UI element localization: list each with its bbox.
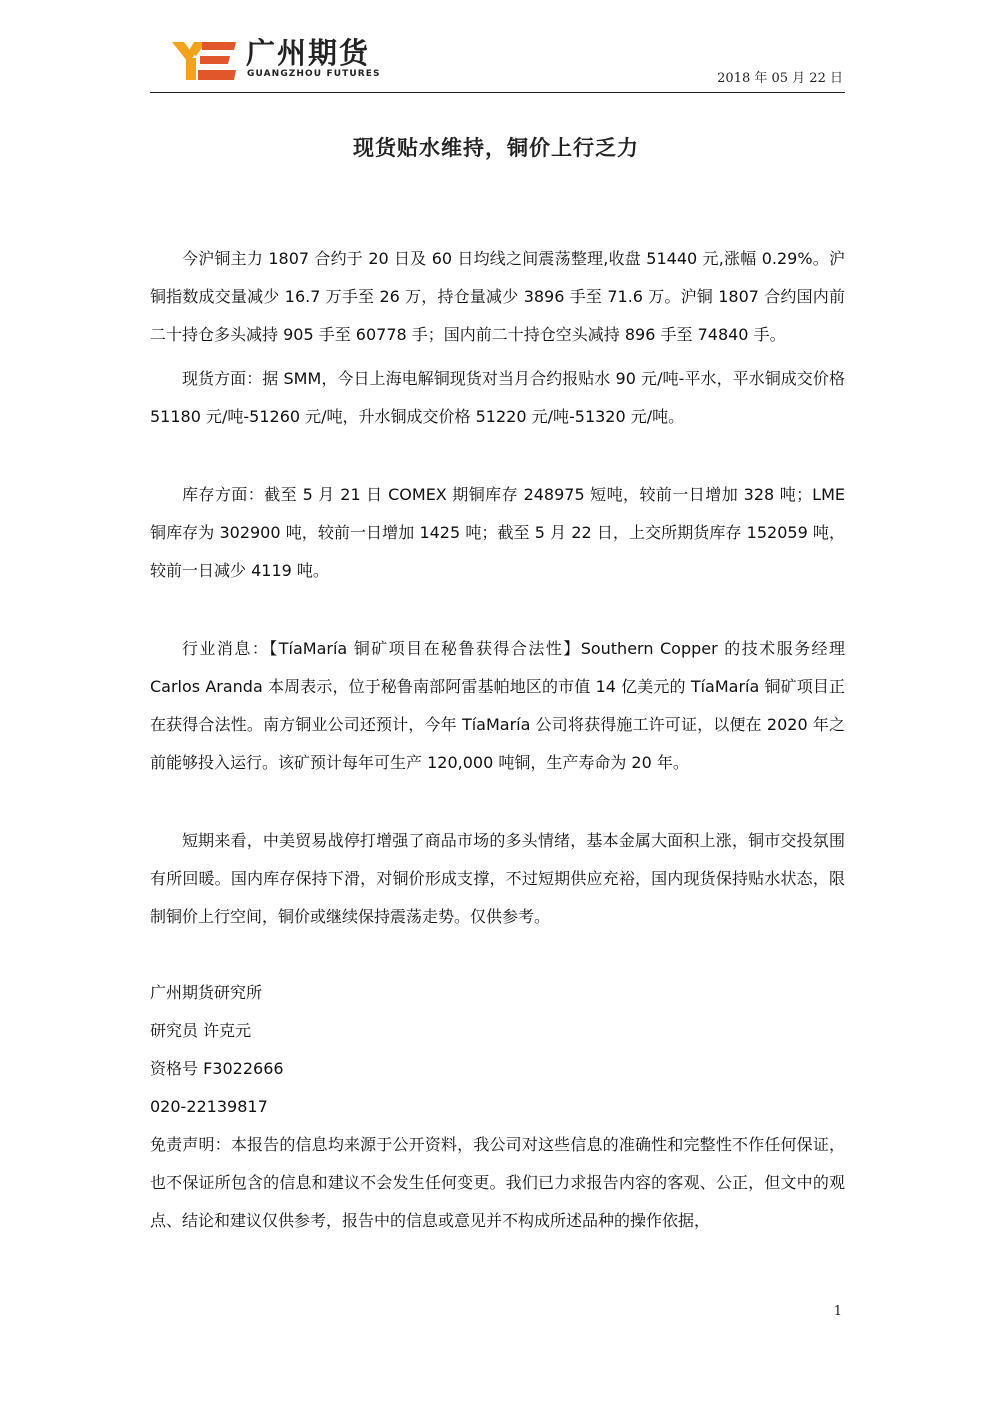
signature-license: 资格号 F3022666	[150, 1059, 284, 1078]
paragraph-spot: 现货方面：据 SMM，今日上海电解铜现货对当月合约报贴水 90 元/吨-平水，平水铜成交价格 51180 元/吨-51260 元/吨，升水铜成交价格 51220 元/吨-51320 元/吨。	[150, 369, 845, 426]
signature-block	[150, 974, 845, 1126]
page-header	[150, 36, 845, 93]
brand-name-en: GUANGZHOU FUTURES	[247, 69, 381, 79]
report-body	[150, 240, 845, 1240]
signature-org: 广州期货研究所	[150, 983, 263, 1002]
brand-name-cn: 广州期货	[246, 36, 371, 70]
report-date: 2018 年 05 月 22 日	[717, 71, 843, 86]
paragraph-outlook: 短期来看，中美贸易战停打增强了商品市场的多头情绪，基本金属大面积上涨，铜市交投氛围有所回暖。国内库存保持下滑，对铜价形成支撑，不过短期供应充裕，国内现货保持贴水状态，限制铜价上行空间，铜价或继续保持震荡走势。仅供参考。	[150, 831, 845, 926]
signature-phone: 020-22139817	[150, 1097, 268, 1116]
paragraph-market-summary: 今沪铜主力 1807 合约于 20 日及 60 日均线之间震荡整理,收盘 51440 元,涨幅 0.29%。沪铜指数成交量减少 16.7 万手至 26 万，持仓量减少 3896 手至 71.6 万。沪铜 1807 合约国内前二十持仓多头减持 905 手至 60778 手；国内前二十持仓空头减持 896 手至 74840 手。	[150, 249, 845, 344]
report-title: 现货贴水维持，铜价上行乏力	[353, 136, 639, 160]
paragraph-industry-news: 行业消息：【TíaMaría 铜矿项目在秘鲁获得合法性】Southern Copper 的技术服务经理 Carlos Aranda 本周表示，位于秘鲁南部阿雷基帕地区的市值 14 亿美元的 TíaMaría 铜矿项目正在获得合法性。南方铜业公司还预计，今年 TíaMaría 公司将获得施工许可证，以便在 2020 年之前能够投入运行。该矿预计每年可生产 120,000 吨铜，生产寿命为 20 年。	[150, 639, 845, 772]
paragraph-inventory: 库存方面：截至 5 月 21 日 COMEX 期铜库存 248975 短吨，较前一日增加 328 吨；LME 铜库存为 302900 吨，较前一日增加 1425 吨；截至 5 月 22 日，上交所期货库存 152059 吨，较前一日减少 4119 吨。	[150, 485, 845, 580]
page-number: 1	[833, 1304, 842, 1319]
disclaimer: 免责声明：本报告的信息均来源于公开资料，我公司对这些信息的准确性和完整性不作任何保证，也不保证所包含的信息和建议不会发生任何变更。我们已力求报告内容的客观、公正，但文中的观点、结论和建议仅供参考，报告中的信息或意见并不构成所述品种的操作依据，	[150, 1135, 845, 1230]
guangzhou-futures-logo-icon	[172, 40, 238, 82]
signature-researcher: 研究员 许克元	[150, 1021, 252, 1040]
